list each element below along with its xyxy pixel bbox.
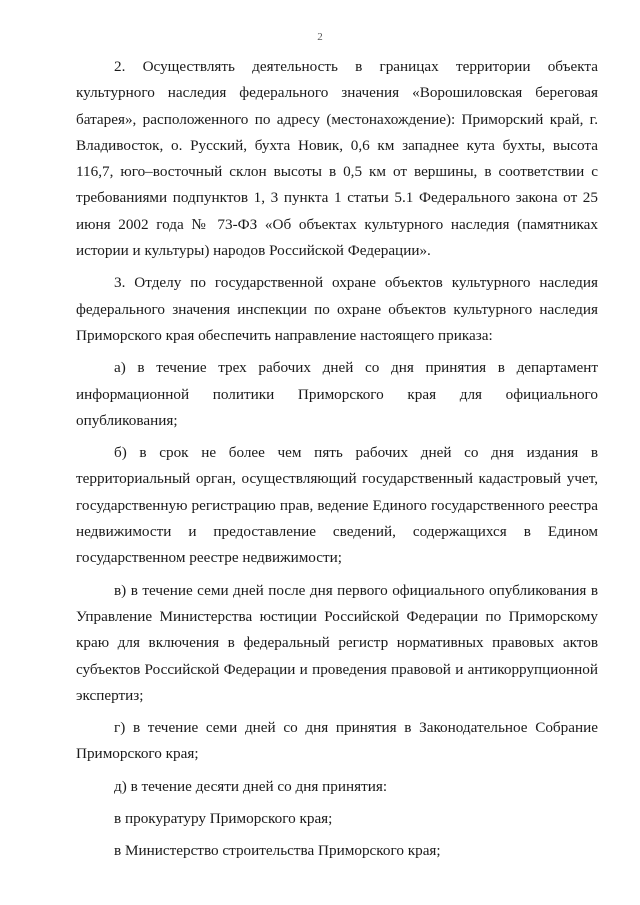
paragraph-subitem-v: в) в течение семи дней после дня первого официального опубликования в Управление Министерства юстиции Российской Федерации по Приморскому краю для включения в федеральный регистр нормативных правовых актов субъектов Российской Федерации и проведения правовой и антикоррупционной экспертиз; [76,581,598,704]
document-body [76,54,598,865]
paragraph-subitem-b: б) в срок не более чем пять рабочих дней со дня издания в территориальный орган, осуществляющий государственный кадастровый учет, государственную регистрацию прав, ведение Единого государственного реестра недвижимости и предоставление сведений, содержащихся в Едином государственном реестре недвижимости; [76,444,598,567]
paragraph-subitem-a: а) в течение трех рабочих дней со дня принятия в департамент информационной политики Приморского края для официального опубликования; [76,359,598,429]
page-number: 2 [317,31,323,43]
paragraph-subitem-g: г) в течение семи дней со дня принятия в Законодательное Собрание Приморского края; [76,719,598,763]
recipient-prosecutor-office: в прокуратуру Приморского края; [114,810,333,828]
recipient-construction-ministry: в Министерство строительства Приморского края; [114,842,441,860]
paragraph-item-2: 2. Осуществлять деятельность в границах территории объекта культурного наследия федерального значения «Ворошиловская береговая батарея», расположенного по адресу (местонахождение): Приморский край, г. Владивосток, о. Русский, бухта Новик, 0,6 км западнее кута бухты, высота 116,7, юго–восточный склон высоты в 0,5 км от вершины, в соответствии с требованиями подпунктов 1, 3 пункта 1 статьи 5.1 Федерального закона от 25 июня 2002 года № 73-ФЗ «Об объектах культурного наследия (памятниках истории и культуры) народов Российской Федерации». [76,58,598,260]
paragraph-subitem-d: д) в течение десяти дней со дня принятия: [114,777,388,795]
paragraph-item-3: 3. Отделу по государственной охране объектов культурного наследия федерального значения инспекции по охране объектов культурного наследия Приморского края обеспечить направление настоящего приказа: [76,274,598,344]
